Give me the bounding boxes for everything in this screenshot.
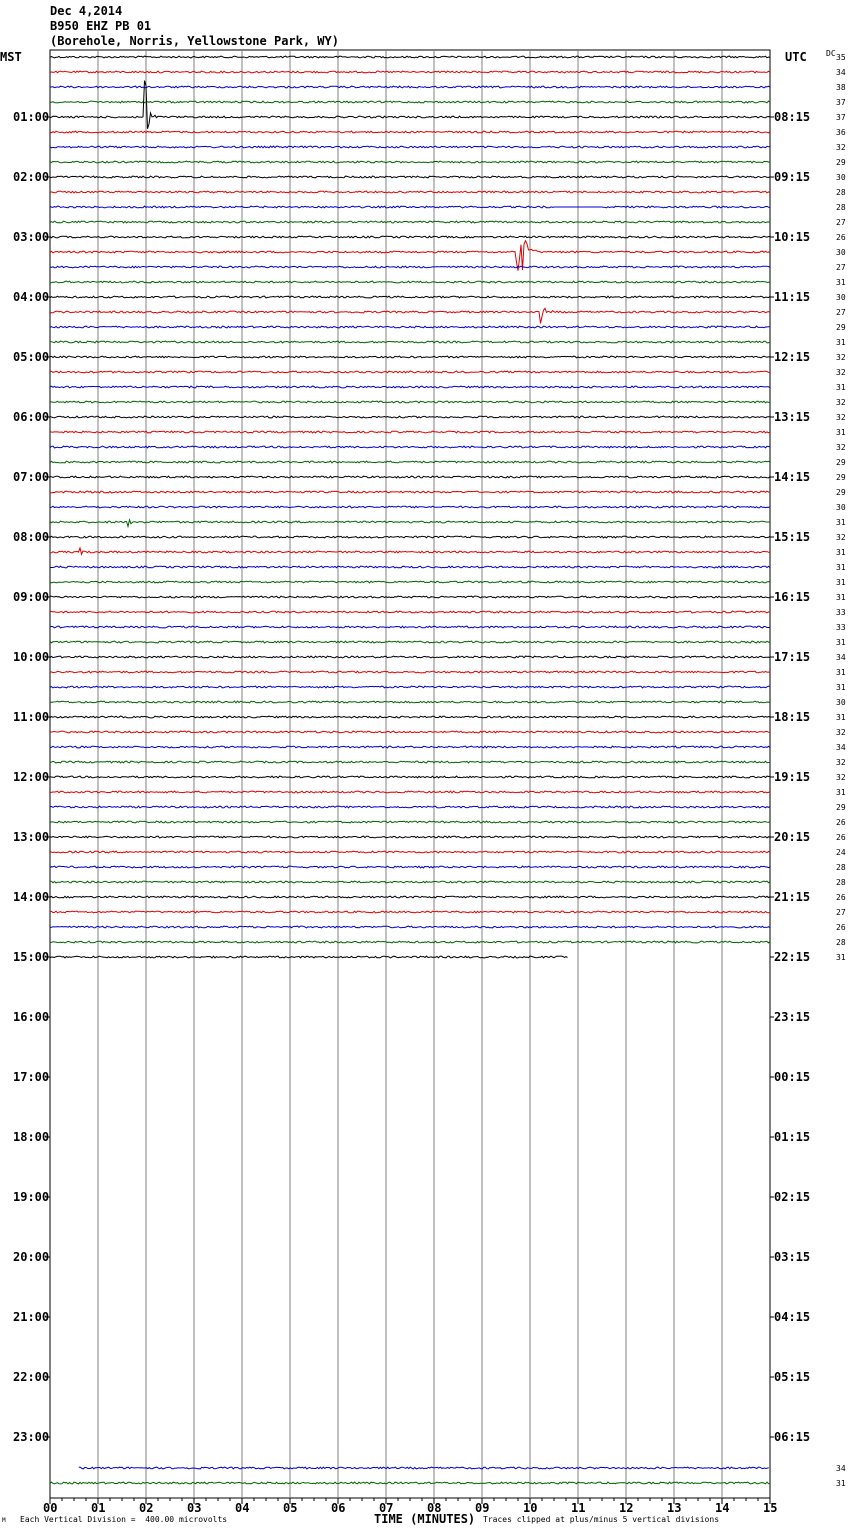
dc-offset-value: 31 (836, 638, 846, 647)
trace-line (50, 506, 770, 508)
right-hour-label: 12:15 (774, 350, 811, 364)
left-hour-label: 12:00 (13, 770, 50, 784)
x-tick-label: 09 (475, 1501, 490, 1515)
trace-line (50, 401, 770, 403)
trace-line (50, 896, 770, 898)
trace-line (50, 86, 770, 88)
trace-line (50, 56, 770, 58)
dc-offset-value: 31 (836, 278, 846, 287)
trace-line (50, 341, 770, 343)
trace-line (50, 596, 770, 598)
dc-offset-value: 32 (836, 368, 846, 377)
trace-line (50, 926, 770, 928)
trace-line (50, 791, 770, 793)
trace-line (50, 626, 770, 628)
right-hour-label: 06:15 (774, 1430, 811, 1444)
trace-line (50, 446, 770, 448)
left-hour-label: 04:00 (13, 290, 50, 304)
dc-offset-value: 34 (836, 743, 846, 752)
x-tick-label: 08 (427, 1501, 442, 1515)
dc-offset-value: 30 (836, 173, 846, 182)
dc-offset-value: 32 (836, 533, 846, 542)
dc-offset-value: 31 (836, 518, 846, 527)
dc-offset-value: 32 (836, 728, 846, 737)
right-hour-label: 21:15 (774, 890, 811, 904)
trace-line (50, 461, 770, 463)
plot-date: Dec 4,2014 (50, 4, 123, 18)
left-hour-label: 20:00 (13, 1250, 50, 1264)
trace-line (50, 296, 770, 298)
left-hour-label: 11:00 (13, 710, 50, 724)
dc-offset-value: 30 (836, 698, 846, 707)
station-location: (Borehole, Norris, Yellowstone Park, WY) (50, 34, 339, 48)
trace-line (50, 71, 770, 73)
left-hour-label: 13:00 (13, 830, 50, 844)
trace-line (50, 956, 568, 958)
dc-offset-value: 29 (836, 473, 846, 482)
trace-line (50, 371, 770, 373)
x-tick-label: 11 (571, 1501, 586, 1515)
trace-line (50, 161, 770, 163)
station-code: B950 EHZ PB 01 (50, 19, 152, 33)
dc-offset-value: 34 (836, 653, 846, 662)
left-hour-label: 22:00 (13, 1370, 50, 1384)
right-hour-label: 19:15 (774, 770, 811, 784)
trace-line (50, 911, 770, 913)
dc-offset-value: 26 (836, 893, 846, 902)
dc-offset-value: 32 (836, 443, 846, 452)
left-hour-label: 19:00 (13, 1190, 50, 1204)
right-hour-label: 02:15 (774, 1190, 811, 1204)
left-hour-label: 08:00 (13, 530, 50, 544)
right-hour-label: 22:15 (774, 950, 811, 964)
x-axis-title: TIME (MINUTES) (374, 1512, 476, 1526)
trace-line (50, 716, 770, 718)
dc-offset-value: 26 (836, 923, 846, 932)
trace-line (50, 431, 770, 433)
right-hour-label: 09:15 (774, 170, 811, 184)
dc-offset-value: 27 (836, 308, 846, 317)
dc-offset-value: 28 (836, 878, 846, 887)
scale-note: Each Vertical Division = 400.00 microvolts (20, 1515, 228, 1524)
trace-line (50, 101, 770, 103)
x-tick-label: 06 (331, 1501, 346, 1515)
trace-line (50, 536, 770, 538)
right-timezone-label: UTC (785, 50, 807, 64)
right-hour-label: 05:15 (774, 1370, 811, 1384)
trace-line (50, 806, 770, 808)
left-hour-label: 03:00 (13, 230, 50, 244)
left-hour-label: 09:00 (13, 590, 50, 604)
trace-line (50, 191, 770, 193)
left-hour-label: 16:00 (13, 1010, 50, 1024)
dc-offset-value: 38 (836, 83, 846, 92)
dc-offset-value: 33 (836, 623, 846, 632)
dc-offset-header: DC (826, 49, 836, 58)
trace-line (50, 131, 770, 133)
x-tick-label: 14 (715, 1501, 730, 1515)
dc-offset-value: 27 (836, 218, 846, 227)
x-tick-label: 13 (667, 1501, 682, 1515)
right-hour-label: 14:15 (774, 470, 811, 484)
dc-offset-value: 31 (836, 668, 846, 677)
left-hour-label: 02:00 (13, 170, 50, 184)
x-tick-label: 10 (523, 1501, 538, 1515)
left-hour-label: 06:00 (13, 410, 50, 424)
clip-note: Traces clipped at plus/minus 5 vertical divisions (483, 1515, 720, 1524)
right-hour-label: 16:15 (774, 590, 811, 604)
trace-line (50, 386, 770, 388)
x-tick-label: 04 (235, 1501, 250, 1515)
dc-offset-value: 37 (836, 98, 846, 107)
dc-offset-value: 31 (836, 548, 846, 557)
x-tick-label: 02 (139, 1501, 154, 1515)
left-timezone-label: MST (0, 50, 22, 64)
trace-line (50, 686, 770, 688)
dc-offset-value: 32 (836, 773, 846, 782)
dc-offset-value: 31 (836, 338, 846, 347)
dc-offset-value: 34 (836, 1464, 846, 1473)
trace-line (50, 281, 770, 283)
trace-line (50, 836, 770, 838)
trace-line (50, 851, 770, 853)
dc-offset-value: 32 (836, 353, 846, 362)
dc-offset-value: 26 (836, 233, 846, 242)
x-tick-label: 07 (379, 1501, 394, 1515)
left-hour-label: 07:00 (13, 470, 50, 484)
dc-offset-value: 29 (836, 458, 846, 467)
trace-line (50, 520, 770, 527)
trace-line (50, 221, 770, 223)
dc-offset-value: 31 (836, 953, 846, 962)
right-hour-label: 04:15 (774, 1310, 811, 1324)
dc-offset-value: 31 (836, 578, 846, 587)
trace-line (50, 746, 770, 748)
trace-line (50, 776, 770, 778)
dc-offset-value: 32 (836, 413, 846, 422)
dc-offset-value: 30 (836, 503, 846, 512)
dc-offset-value: 31 (836, 788, 846, 797)
trace-line (50, 731, 770, 733)
dc-offset-value: 29 (836, 323, 846, 332)
trace-line (50, 176, 770, 178)
right-hour-label: 23:15 (774, 1010, 811, 1024)
dc-offset-value: 34 (836, 68, 846, 77)
trace-line (50, 326, 770, 328)
right-hour-label: 18:15 (774, 710, 811, 724)
left-hour-label: 05:00 (13, 350, 50, 364)
trace-line (50, 566, 770, 568)
dc-offset-value: 31 (836, 428, 846, 437)
dc-offset-value: 28 (836, 938, 846, 947)
dc-offset-value: 29 (836, 488, 846, 497)
trace-line (50, 548, 770, 554)
right-hour-label: 17:15 (774, 650, 811, 664)
dc-offset-value: 36 (836, 128, 846, 137)
left-hour-label: 15:00 (13, 950, 50, 964)
dc-offset-value: 29 (836, 803, 846, 812)
x-tick-label: 12 (619, 1501, 634, 1515)
trace-line (50, 266, 770, 268)
right-hour-label: 10:15 (774, 230, 811, 244)
dc-offset-value: 31 (836, 683, 846, 692)
dc-offset-value: 37 (836, 113, 846, 122)
x-tick-label: 00 (43, 1501, 58, 1515)
trace-line (50, 941, 770, 943)
dc-offset-value: 28 (836, 203, 846, 212)
trace-line (50, 671, 770, 673)
trace-line (50, 476, 770, 478)
trace-line (50, 641, 770, 643)
dc-offset-value: 28 (836, 863, 846, 872)
left-hour-label: 10:00 (13, 650, 50, 664)
corner-mark: M (2, 1517, 6, 1524)
right-hour-label: 01:15 (774, 1130, 811, 1144)
left-hour-label: 18:00 (13, 1130, 50, 1144)
dc-offset-value: 24 (836, 848, 846, 857)
dc-offset-value: 32 (836, 143, 846, 152)
left-hour-label: 01:00 (13, 110, 50, 124)
trace-line (50, 236, 770, 238)
dc-offset-value: 32 (836, 398, 846, 407)
trace-line (50, 701, 770, 703)
trace-line (50, 356, 770, 358)
dc-offset-value: 28 (836, 188, 846, 197)
right-hour-label: 03:15 (774, 1250, 811, 1264)
left-hour-label: 14:00 (13, 890, 50, 904)
trace-line (50, 821, 770, 823)
dc-offset-value: 29 (836, 158, 846, 167)
trace-line (50, 206, 770, 208)
dc-offset-value: 31 (836, 713, 846, 722)
dc-offset-value: 30 (836, 248, 846, 257)
dc-offset-value: 30 (836, 293, 846, 302)
trace-line (50, 611, 770, 613)
trace-line (50, 491, 770, 493)
right-hour-label: 15:15 (774, 530, 811, 544)
dc-offset-value: 31 (836, 1479, 846, 1488)
trace-line (50, 581, 770, 583)
trace-line (79, 1467, 769, 1469)
dc-offset-value: 27 (836, 263, 846, 272)
left-hour-label: 23:00 (13, 1430, 50, 1444)
trace-line (50, 656, 770, 658)
left-hour-label: 21:00 (13, 1310, 50, 1324)
trace-line (50, 866, 770, 868)
dc-offset-value: 27 (836, 908, 846, 917)
dc-offset-value: 32 (836, 758, 846, 767)
trace-line (50, 761, 770, 763)
dc-offset-value: 26 (836, 833, 846, 842)
right-hour-label: 13:15 (774, 410, 811, 424)
dc-offset-value: 26 (836, 818, 846, 827)
trace-line (50, 308, 770, 323)
right-hour-label: 11:15 (774, 290, 811, 304)
trace-line (50, 881, 770, 883)
trace-line (50, 416, 770, 418)
dc-offset-value: 31 (836, 593, 846, 602)
dc-offset-value: 31 (836, 383, 846, 392)
dc-offset-value: 35 (836, 53, 846, 62)
x-tick-label: 03 (187, 1501, 202, 1515)
x-tick-label: 05 (283, 1501, 298, 1515)
right-hour-label: 20:15 (774, 830, 811, 844)
dc-offset-value: 31 (836, 563, 846, 572)
trace-line (50, 1482, 770, 1484)
right-hour-label: 08:15 (774, 110, 811, 124)
right-hour-label: 00:15 (774, 1070, 811, 1084)
x-tick-label: 15 (763, 1501, 778, 1515)
x-tick-label: 01 (91, 1501, 106, 1515)
left-hour-label: 17:00 (13, 1070, 50, 1084)
trace-line (50, 146, 770, 148)
dc-offset-value: 33 (836, 608, 846, 617)
